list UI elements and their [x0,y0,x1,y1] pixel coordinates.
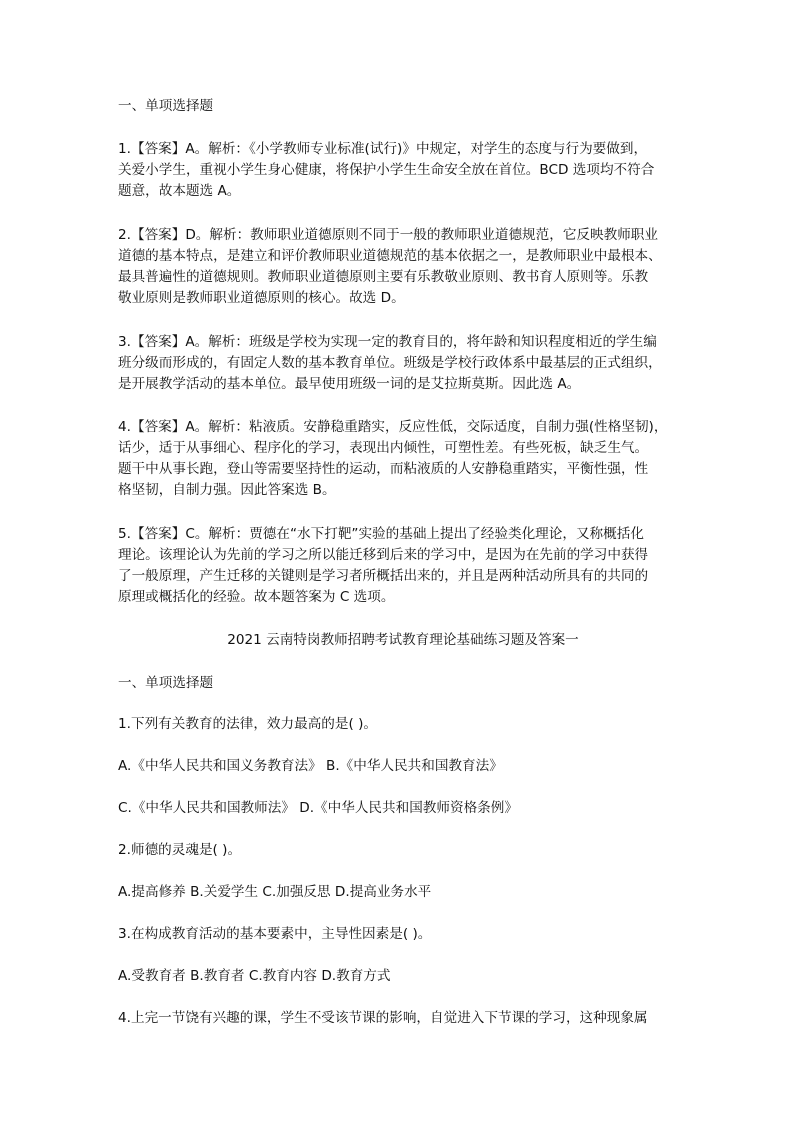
text-line: C.《中华人民共和国教师法》 D.《中华人民共和国教师资格条例》 [118,800,518,816]
section-heading [118,673,688,694]
document-title [118,630,688,651]
question-line [118,798,688,819]
text-line: 敬业原则是教师职业道德原则的核心。故选 D。 [118,290,405,306]
text-line: 4.上完一节饶有兴趣的课，学生不受该节课的影响，自觉进入下节课的学习，这种现象属 [118,1010,648,1026]
text-line: 格坚韧，自制力强。因此答案选 B。 [118,482,336,498]
text-line: 2.师德的灵魂是( )。 [118,842,242,858]
heading-text: 一、单项选择题 [118,98,214,114]
heading-text: 一、单项选择题 [118,675,214,691]
question-line [118,1008,688,1029]
answer-paragraph-1 [118,139,688,202]
answer-paragraph-3 [118,332,688,395]
answer-paragraph-4 [118,417,688,501]
text-line: 题干中从事长跑，登山等需要坚持性的运动，而粘液质的人安静稳重踏实，平衡性强，性 [118,461,649,477]
text-line: 2.【答案】D。解析：教师职业道德原则不同于一般的教师职业道德规范，它反映教师职业 [118,227,658,243]
text-line: A.提高修养 B.关爱学生 C.加强反思 D.提高业务水平 [118,884,432,900]
text-line: 1.【答案】A。解析：《小学教师专业标准(试行)》中规定，对学生的态度与行为要做到， [118,141,648,157]
text-line: 原理或概括化的经验。故本题答案为 C 选项。 [118,589,395,605]
text-line: 1.下列有关教育的法律，效力最高的是( )。 [118,716,377,732]
text-line: 班分级而形成的，有固定人数的基本教育单位。班级是学校行政体系中最基层的正式组织， [118,355,662,371]
text-line: A.《中华人民共和国义务教育法》 B.《中华人民共和国教育法》 [118,758,503,774]
text-line: A.受教育者 B.教育者 C.教育内容 D.教育方式 [118,968,391,984]
text-line: 是开展教学活动的基本单位。最早使用班级一词的是艾拉斯莫斯。因此选 A。 [118,376,581,392]
question-line [118,924,688,945]
question-line [118,840,688,861]
question-line [118,756,688,777]
text-line: 最具普遍性的道德规则。教师职业道德原则主要有乐教敬业原则、教书育人原则等。乐教 [118,269,649,285]
section-heading [118,96,688,117]
text-line: 5.【答案】C。解析：贾德在“水下打靶”实验的基础上提出了经验类化理论，又称概括化 [118,526,644,542]
title-text: 2021 云南特岗教师招聘考试教育理论基础练习题及答案一 [227,632,579,648]
question-line [118,882,688,903]
text-line: 3.【答案】A。解析：班级是学校为实现一定的教育目的，将年龄和知识程度相近的学生编 [118,334,657,350]
text-line: 4.【答案】A。解析：粘液质。安静稳重踏实，反应性低，交际适度，自制力强(性格坚韧)， [118,419,668,435]
text-line: 道德的基本特点，是建立和评价教师职业道德规范的基本依据之一，是教师职业中最根本、 [118,248,662,264]
text-line: 题意，故本题选 A。 [118,183,241,199]
text-line: 关爱小学生，重视小学生身心健康，将保护小学生生命安全放在首位。BCD 选项均不符合 [118,162,655,178]
answer-paragraph-2 [118,225,688,309]
question-line [118,714,688,735]
text-line: 了一般原理，产生迁移的关键则是学习者所概括出来的，并且是两种活动所具有的共同的 [118,568,649,584]
text-line: 3.在构成教育活动的基本要素中，主导性因素是( )。 [118,926,432,942]
question-line [118,966,688,987]
text-line: 理论。该理论认为先前的学习之所以能迁移到后来的学习中，是因为在先前的学习中获得 [118,547,649,563]
text-line: 话少，适于从事细心、程序化的学习，表现出内倾性，可塑性差。有些死板，缺乏生气。 [118,440,649,456]
answer-paragraph-5 [118,524,688,608]
